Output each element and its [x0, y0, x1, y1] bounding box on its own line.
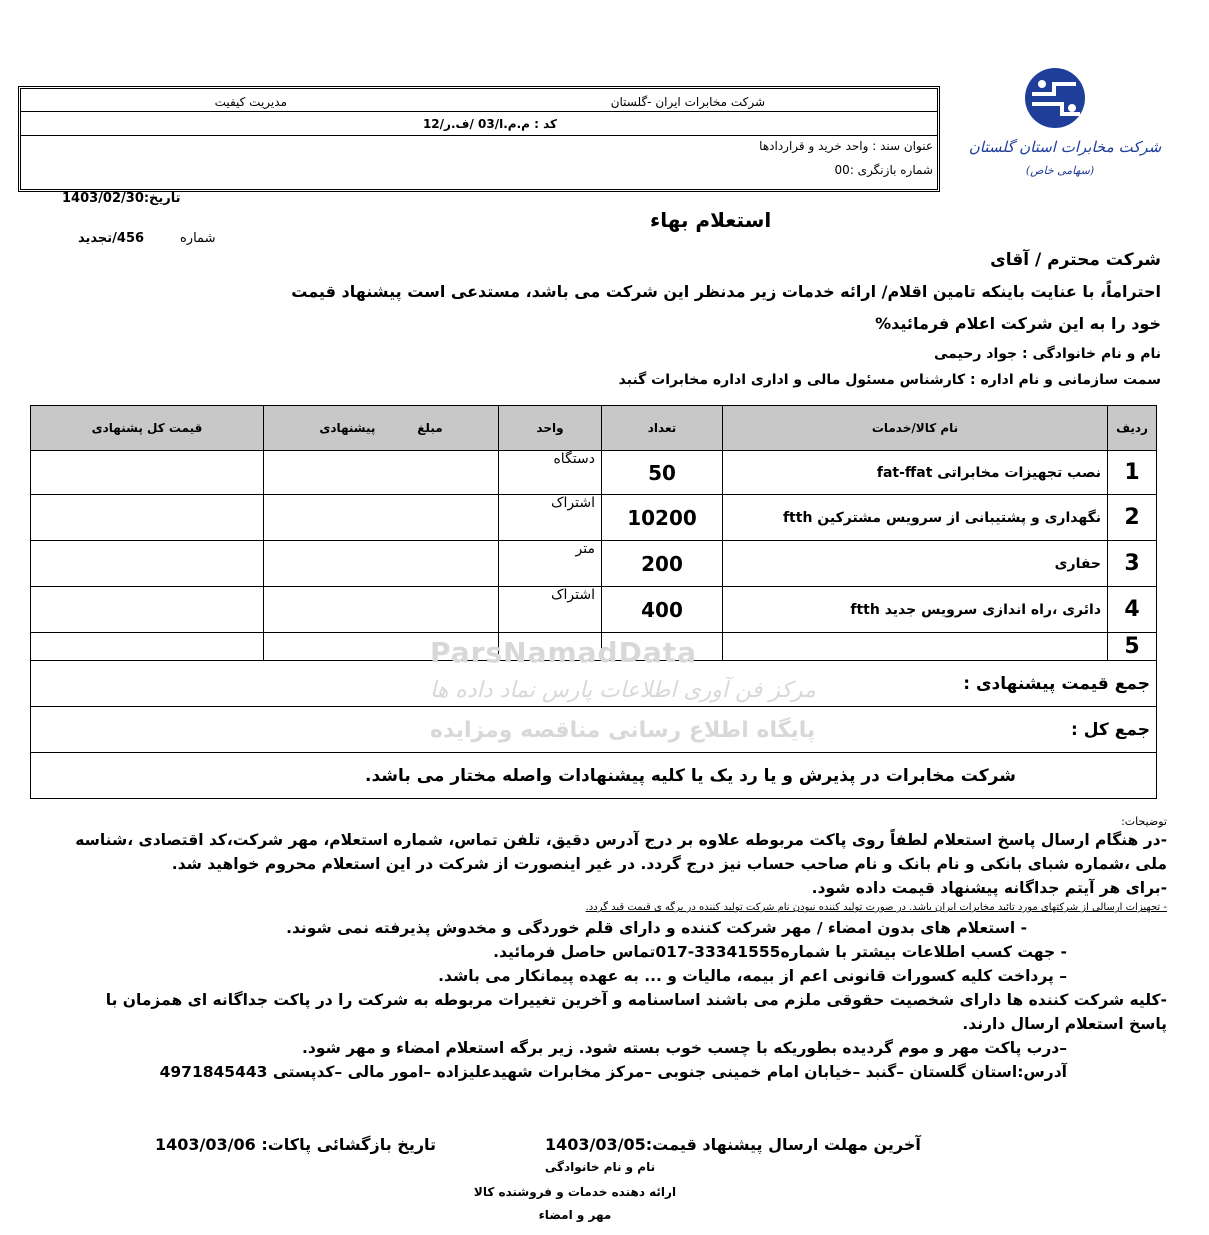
table-row [31, 633, 1157, 661]
logo-name: شرکت مخابرات استان گلستان [968, 138, 1162, 156]
row-qty: 10200 [602, 495, 723, 541]
logo-sub: (سهامی خاص) [1025, 164, 1095, 177]
sum-total-label: جمع کل : [31, 707, 1157, 753]
note-1b: ملی ،شماره شبای بانکی و نام بانک و نام صاحب حساب نیز درج گردد. در غیر اینصورت از شرکت در این استعلام محروم خواهید شد. [171, 855, 1167, 873]
table-row [31, 541, 1157, 587]
document-header-box [18, 86, 940, 192]
row-total-price[interactable] [31, 587, 264, 633]
note-5: - جهت کسب اطلاعات بیشتر با شماره33341555-017تماس حاصل فرمائید. [493, 943, 1067, 961]
number-label: شماره [180, 231, 216, 246]
reserve-row [31, 753, 1157, 799]
items-table [30, 405, 1157, 799]
note-1: -در هنگام ارسال پاسخ استعلام لطفاً روی پاکت مربوطه علاوه بر درج آدرس دقیق، تلفن تماس، شماره استعلام، مهر شرکت،کد اقتصادی ،شناسه [75, 831, 1167, 849]
header-code: کد : م.م.ا/03 /ف.ر/12 [422, 117, 557, 131]
note-2: -برای هر آیتم جداگانه پیشنهاد قیمت داده شود. [811, 879, 1167, 897]
signature-stamp: مهر و امضاء [538, 1208, 612, 1222]
table-header-row [31, 406, 1157, 451]
row-unit: دستگاه [499, 451, 602, 495]
header-doc-title: عنوان سند : واحد خرید و قراردادها [759, 139, 933, 153]
address: آدرس:استان گلستان –گنبد –خیابان امام خمینی جنوبی –مرکز مخابرات شهیدعلیزاده –امور مالی –کدپستی 4971845443 [159, 1063, 1067, 1081]
intro-line-2: خود را به این شرکت اعلام فرمائید% [875, 314, 1161, 333]
note-7b: پاسخ استعلام ارسال دارند. [962, 1015, 1167, 1033]
col-name: نام کالا/خدمات [723, 406, 1108, 451]
header-company: شرکت مخابرات ایران -گلستان [610, 95, 765, 109]
row-qty: 200 [602, 541, 723, 587]
row-unit: اشتراک [499, 495, 602, 541]
row-number: 2 [1108, 495, 1157, 541]
intro-line-1: احتراماً، با عنایت باینکه تامین اقلام/ ارائه خدمات زیر مدنظر این شرکت می باشد، مستدعی است پیشنهاد قیمت [291, 282, 1161, 301]
note-7: -کلیه شرکت کننده ها دارای شخصیت حقوقی ملزم می باشند اساسنامه و آخرین تغییرات مربوطه به شرکت را در پاکت جداگانه ای همزمان با [105, 991, 1167, 1009]
row-proposed-price[interactable] [264, 587, 499, 633]
col-row: ردیف [1108, 406, 1157, 451]
greeting: شرکت محترم / آقای [990, 250, 1161, 270]
note-8: –درب پاکت مهر و موم گردیده بطوریکه با چسب خوب بسته شود. زیر برگه استعلام امضاء و مهر شود. [302, 1039, 1067, 1057]
sum-proposed-label: جمع قیمت پیشنهادی : [31, 661, 1157, 707]
row-proposed-price[interactable] [264, 495, 499, 541]
row-number: 4 [1108, 587, 1157, 633]
col-qty: تعداد [602, 406, 723, 451]
table-row [31, 587, 1157, 633]
row-total-price[interactable] [31, 495, 264, 541]
notes-label: توضیحات: [1121, 815, 1167, 828]
row-name: دائری ،راه اندازی سرویس جدید ftth [723, 587, 1108, 633]
reserve-note: شرکت مخابرات در پذیرش و یا رد یک یا کلیه پیشنهادات واصله مختار می باشد. [31, 753, 1157, 799]
signature-name: نام و نام خانوادگی [544, 1160, 656, 1174]
row-unit: متر [499, 541, 602, 587]
notes-section [20, 815, 1167, 1084]
watermark-line-1: مرکز فن آوری اطلاعات پارس نماد داده ها [430, 678, 816, 703]
contact-person: نام و نام خانوادگی : جواد رحیمی [933, 346, 1161, 362]
sum-proposed-row [31, 661, 1157, 707]
row-name [723, 633, 1108, 661]
row-qty: 50 [602, 451, 723, 495]
note-4: - استعلام های بدون امضاء / مهر شرکت کننده و دارای قلم خوردگی و مخدوش پذیرفته نمی شوند. [286, 919, 1027, 937]
note-3: - تجهیزات ارسالی از شرکتهای مورد تائید مخابرات ایران باشد. در صورت تولید کننده نبودن نام شرکت تولید کننده در برگه ی قیمت قید گردد. [585, 902, 1167, 913]
sum-total-row [31, 707, 1157, 753]
row-total-price[interactable] [31, 633, 264, 661]
row-number: 5 [1108, 633, 1157, 661]
col-proposed-label: پیشنهادی [319, 421, 376, 435]
header-revision: شماره بازنگری :00 [834, 163, 933, 177]
row-proposed-price[interactable] [264, 451, 499, 495]
letter-date: تاریخ:1403/02/30 [62, 191, 181, 206]
watermark-line-2: پایگاه اطلاع رسانی مناقصه ومزایده [430, 718, 816, 743]
row-unit: اشتراک [499, 587, 602, 633]
row-qty: 400 [602, 587, 723, 633]
watermark-brand: ParsNamadData [430, 636, 697, 669]
col-amount-label: مبلغ [417, 421, 443, 435]
row-total-price[interactable] [31, 451, 264, 495]
letter-number: 456/تجدید [78, 231, 145, 246]
table-row [31, 451, 1157, 495]
row-name: حفاری [723, 541, 1108, 587]
header-dept: مدیریت کیفیت [214, 95, 287, 109]
table-row [31, 495, 1157, 541]
contact-position: سمت سازمانی و نام اداره : کارشناس مسئول مالی و اداری اداره مخابرات گنبد [618, 372, 1161, 388]
row-unit [499, 633, 602, 661]
note-6: – پرداخت کلیه کسورات قانونی اعم از بیمه، مالیات و ... به عهده پیمانکار می باشد. [438, 967, 1067, 985]
company-logo [968, 64, 1162, 194]
row-number: 3 [1108, 541, 1157, 587]
row-name: نگهداری و پشتیبانی از سرویس مشترکین ftth [723, 495, 1108, 541]
row-name: نصب تجهیزات مخابراتی fat-ffat [723, 451, 1108, 495]
signature-role: ارائه دهنده خدمات و فروشنده کالا [473, 1185, 677, 1199]
telecom-logo-icon [968, 64, 1162, 194]
deadline: آخرین مهلت ارسال پیشنهاد قیمت:1403/03/05 [545, 1135, 921, 1154]
col-unit: واحد [499, 406, 602, 451]
page-title: استعلام بهاء [650, 208, 772, 232]
col-total: قیمت کل پشنهادی [31, 406, 264, 451]
row-total-price[interactable] [31, 541, 264, 587]
opening-date: تاریخ بازگشائی پاکات: 1403/03/06 [155, 1135, 437, 1154]
row-qty [602, 633, 723, 661]
col-amount [264, 406, 499, 451]
row-proposed-price[interactable] [264, 633, 499, 661]
row-proposed-price[interactable] [264, 541, 499, 587]
row-number: 1 [1108, 451, 1157, 495]
